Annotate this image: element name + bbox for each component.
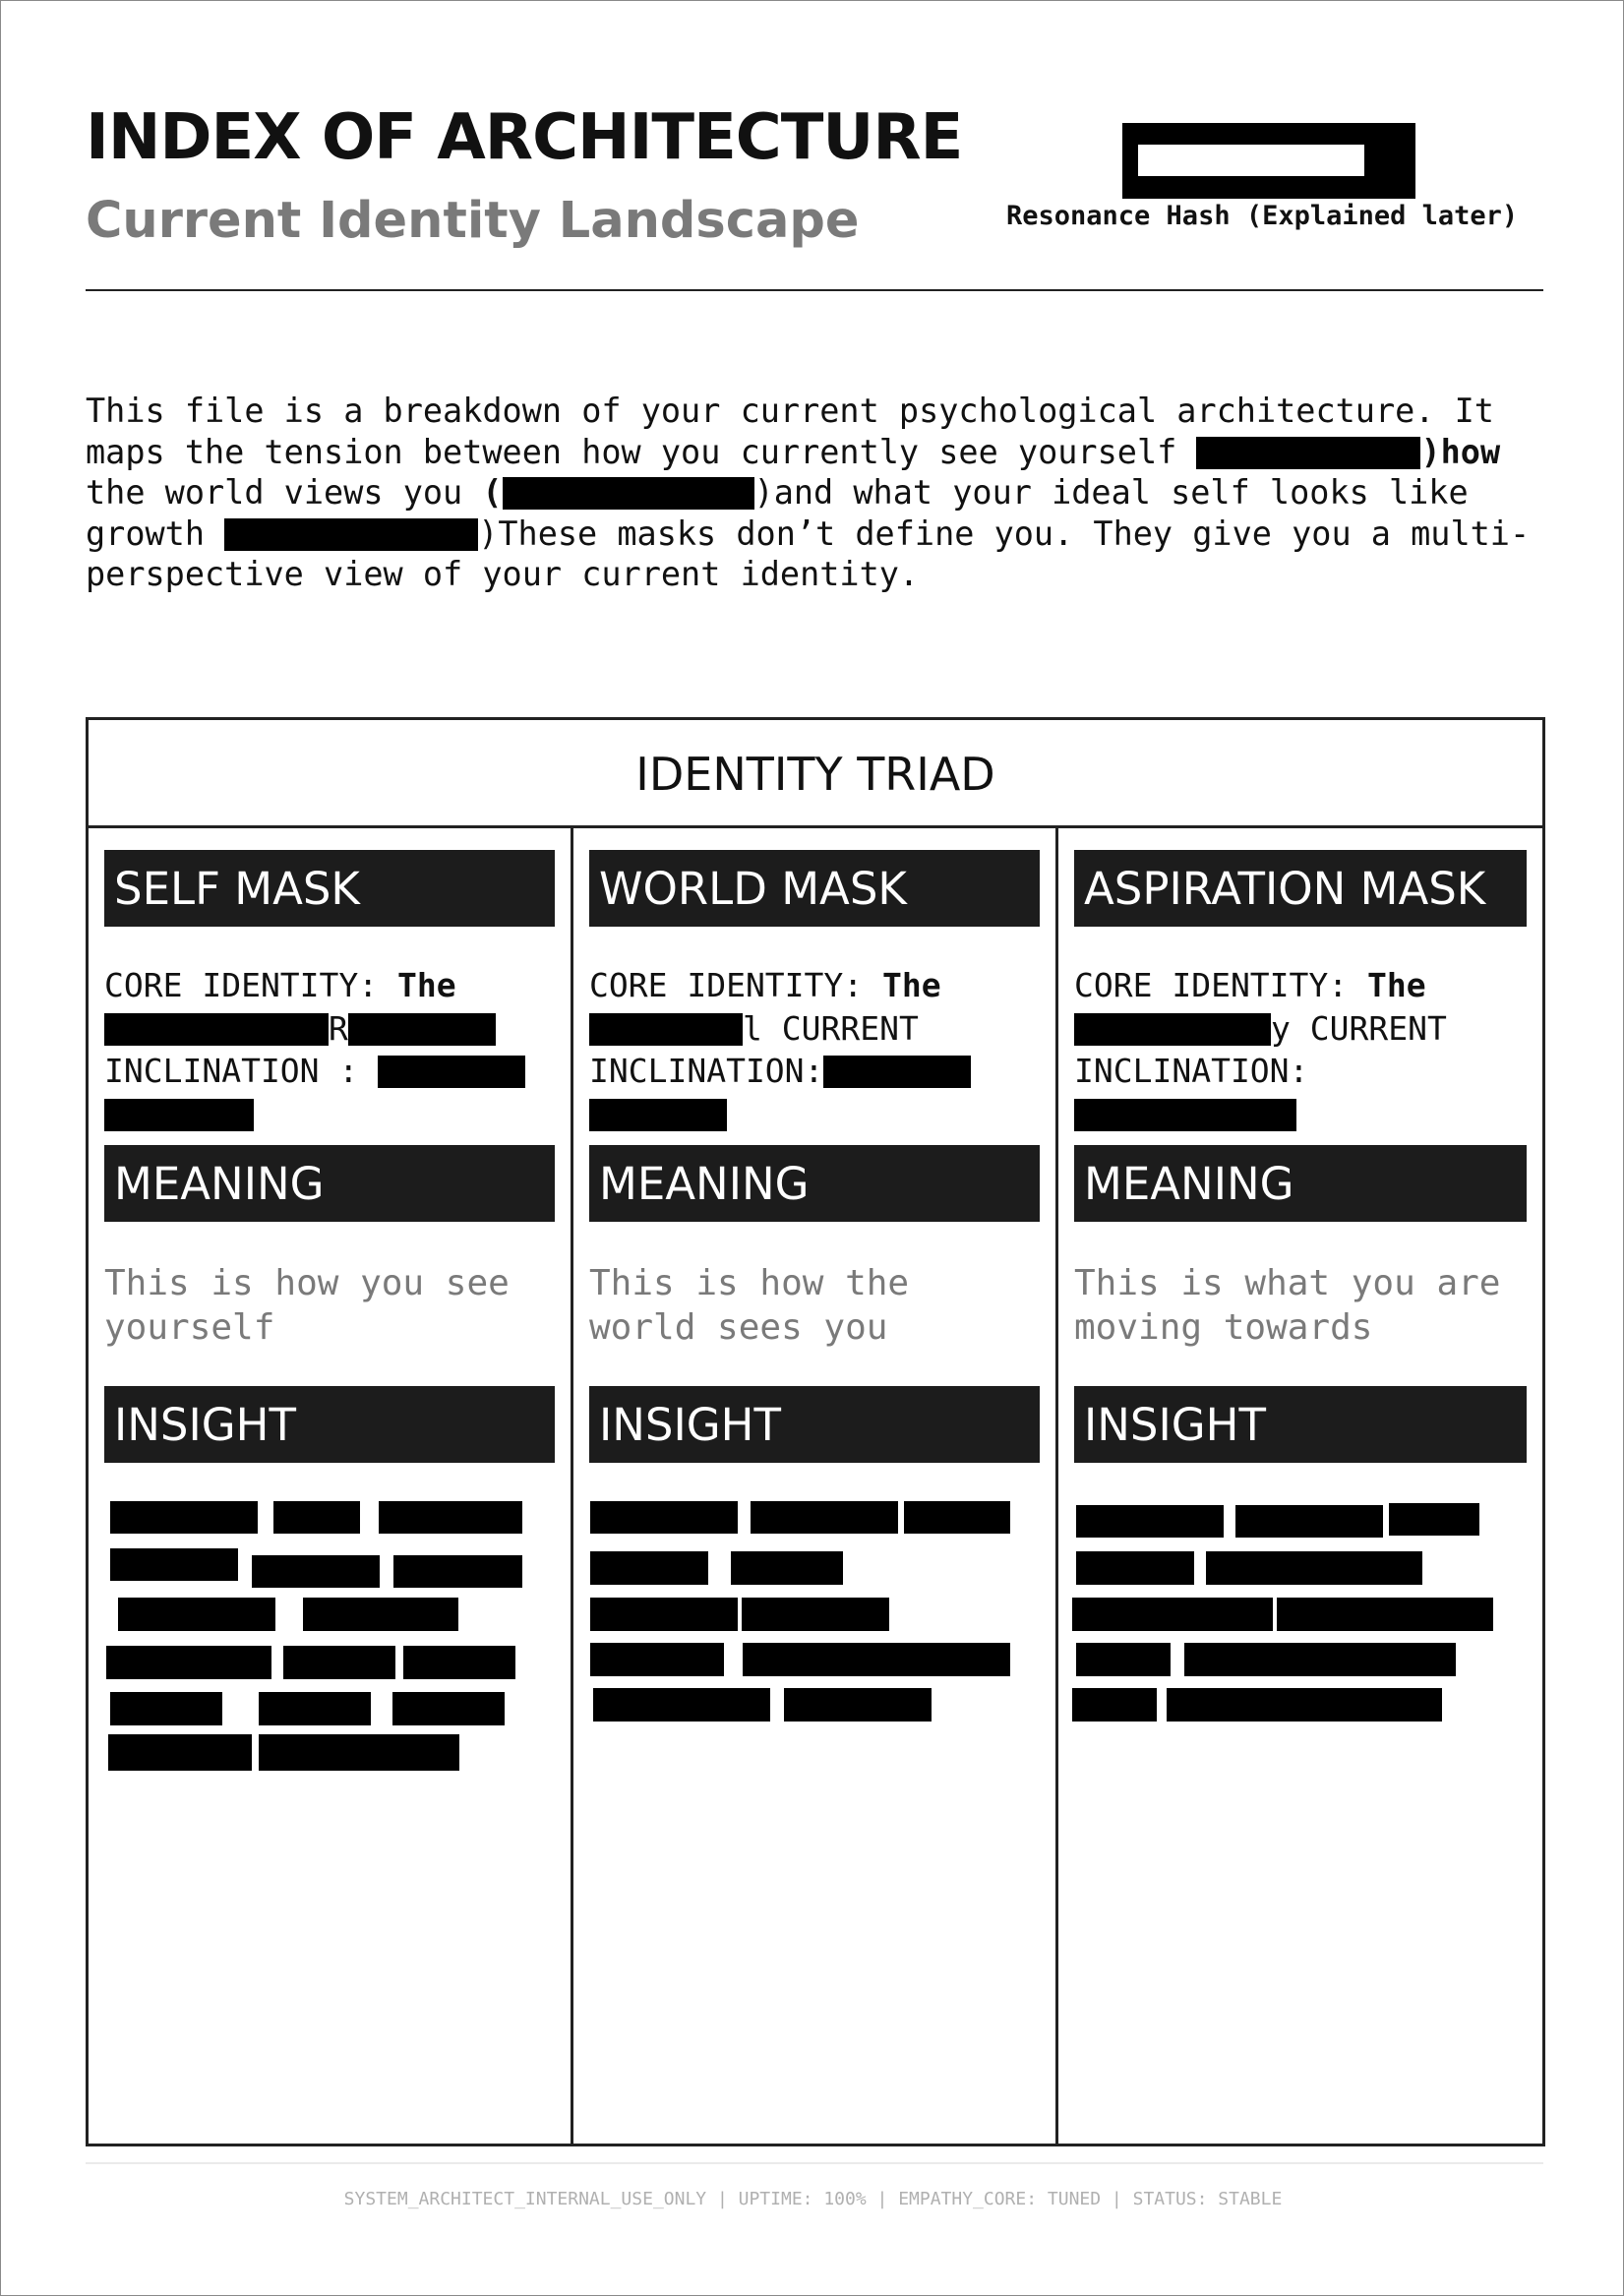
redaction-bar <box>1167 1688 1442 1722</box>
redaction-bar <box>379 1501 522 1534</box>
redaction-bar <box>1076 1505 1224 1538</box>
redaction-bar <box>1206 1551 1422 1585</box>
redaction-bar <box>403 1646 515 1679</box>
aspiration-mask-core-identity <box>1074 964 1533 1135</box>
redaction-bar <box>259 1734 459 1771</box>
redaction-bar <box>1074 1099 1296 1131</box>
core-identity-article: The <box>1367 966 1426 1004</box>
self-mask-meaning-text: This is how you see yourself <box>104 1263 510 1348</box>
world-mask-header: WORLD MASK <box>589 850 1040 927</box>
redaction-bar <box>108 1734 252 1771</box>
redaction-bar <box>743 1643 1010 1676</box>
inclination-line <box>1074 1050 1533 1093</box>
redaction-bar <box>1076 1551 1194 1585</box>
redaction-bar <box>590 1501 738 1534</box>
identity-triad-heading: IDENTITY TRIAD <box>89 720 1542 828</box>
header-divider <box>86 289 1543 291</box>
inclination-line <box>104 1050 561 1093</box>
core-identity-fragment: R <box>329 1008 348 1048</box>
self-mask-header: SELF MASK <box>104 850 555 927</box>
intro-line-5: perspective view of your current identity. <box>86 555 920 593</box>
redaction-bar <box>904 1501 1010 1534</box>
core-identity-line-2 <box>589 1007 1046 1051</box>
identity-triad-table <box>86 717 1545 2146</box>
intro-paragraph <box>86 391 1561 595</box>
hash-redaction-mark <box>1138 145 1364 176</box>
redaction-bar <box>1184 1643 1456 1676</box>
redaction-bar <box>259 1692 371 1725</box>
redaction-bar <box>1196 437 1420 469</box>
aspiration-mask-header: ASPIRATION MASK <box>1074 850 1527 927</box>
self-mask-column <box>89 828 571 2144</box>
inclination-line-2 <box>1074 1093 1533 1136</box>
aspiration-mask-meaning-header: MEANING <box>1074 1145 1527 1222</box>
redaction-bar <box>784 1688 932 1722</box>
core-identity-label: CORE IDENTITY: <box>104 966 398 1004</box>
core-identity-article: The <box>397 966 456 1004</box>
redaction-bar <box>110 1692 222 1725</box>
core-identity-label: CORE IDENTITY: <box>589 966 883 1004</box>
redaction-bar <box>590 1551 708 1585</box>
redaction-bar <box>348 1013 496 1046</box>
redaction-bar <box>731 1551 843 1585</box>
redaction-bar <box>593 1688 770 1722</box>
redaction-bar <box>393 1555 522 1588</box>
world-mask-column <box>573 828 1055 2144</box>
page-subtitle: Current Identity Landscape <box>86 192 860 250</box>
aspiration-mask-meaning-text: This is what you are moving towards <box>1074 1263 1501 1348</box>
self-mask-insight-header: INSIGHT <box>104 1386 555 1463</box>
redaction-bar <box>118 1598 275 1631</box>
redaction-bar <box>392 1692 505 1725</box>
redaction-bar <box>1074 1013 1271 1046</box>
redaction-bar <box>303 1598 458 1631</box>
intro-line-2-end: )how <box>1420 432 1501 471</box>
core-identity-fragment: y CURRENT <box>1271 1008 1447 1048</box>
world-mask-core-identity <box>589 964 1046 1135</box>
world-mask-meaning-text: This is how the world sees you <box>589 1263 910 1348</box>
intro-line-4-end: )These masks don’t define you. They give you a multi- <box>478 514 1531 553</box>
intro-line-4-text: growth <box>86 514 225 553</box>
intro-line-3-end: )and what your ideal self looks like <box>753 473 1469 512</box>
resonance-hash-caption: Resonance Hash (Explained later) <box>1006 201 1519 231</box>
core-identity-line-2 <box>1074 1007 1533 1051</box>
redaction-bar <box>224 518 478 551</box>
redaction-bar <box>273 1501 360 1534</box>
redaction-bar <box>589 1013 743 1046</box>
page-title: INDEX OF ARCHITECTURE <box>86 101 963 174</box>
core-identity-fragment: l CURRENT <box>743 1008 919 1048</box>
redaction-bar <box>1076 1643 1171 1676</box>
self-mask-core-identity <box>104 964 561 1135</box>
redaction-bar <box>104 1099 254 1131</box>
redaction-bar <box>751 1501 898 1534</box>
redaction-bar <box>283 1646 395 1679</box>
inclination-label: INCLINATION : <box>104 1052 379 1090</box>
redaction-bar <box>1184 1598 1273 1631</box>
redaction-bar <box>1072 1688 1157 1722</box>
redaction-bar <box>742 1598 889 1631</box>
redaction-bar <box>1235 1505 1383 1538</box>
footer-divider <box>86 2162 1543 2164</box>
inclination-line <box>589 1050 1046 1093</box>
redaction-bar <box>1277 1598 1493 1631</box>
intro-line-1: This file is a breakdown of your current psychological architecture. It <box>86 392 1494 430</box>
redaction-bar <box>590 1598 738 1631</box>
system-footer: SYSTEM_ARCHITECT_INTERNAL_USE_ONLY | UPTIME: 100% | EMPATHY_CORE: TUNED | STATUS: STABLE <box>343 2189 1283 2209</box>
intro-line-4 <box>86 514 1561 555</box>
aspiration-mask-column <box>1058 828 1542 2144</box>
inclination-label: INCLINATION: <box>589 1052 824 1090</box>
intro-line-3-paren: ( <box>482 473 503 512</box>
intro-line-2 <box>86 432 1561 473</box>
resonance-hash-redacted <box>1122 123 1415 199</box>
intro-line-2-text: maps the tension between how you currently see yourself <box>86 432 1197 471</box>
core-identity-line <box>589 964 1046 1007</box>
core-identity-line <box>104 964 561 1007</box>
core-identity-line <box>1074 964 1533 1007</box>
intro-line-3 <box>86 472 1561 514</box>
world-mask-meaning-header: MEANING <box>589 1145 1040 1222</box>
core-identity-article: The <box>882 966 941 1004</box>
aspiration-mask-insight-header: INSIGHT <box>1074 1386 1527 1463</box>
redaction-bar <box>823 1056 971 1088</box>
inclination-line-2 <box>104 1093 561 1136</box>
redaction-bar <box>589 1099 727 1131</box>
redaction-bar <box>503 477 754 510</box>
redaction-bar <box>378 1056 525 1088</box>
redaction-bar <box>104 1013 329 1046</box>
intro-line-3-text: the world views you <box>86 473 483 512</box>
redaction-bar <box>1389 1503 1479 1536</box>
core-identity-label: CORE IDENTITY: <box>1074 966 1368 1004</box>
core-identity-line-2 <box>104 1007 561 1051</box>
inclination-label: INCLINATION: <box>1074 1052 1309 1090</box>
redaction-bar <box>106 1646 271 1679</box>
self-mask-meaning-header: MEANING <box>104 1145 555 1222</box>
redaction-bar <box>590 1643 724 1676</box>
world-mask-insight-header: INSIGHT <box>589 1386 1040 1463</box>
redaction-bar <box>1072 1598 1188 1631</box>
redaction-bar <box>252 1555 380 1588</box>
redaction-bar <box>110 1501 258 1534</box>
redaction-bar <box>110 1548 238 1581</box>
inclination-line-2 <box>589 1093 1046 1136</box>
